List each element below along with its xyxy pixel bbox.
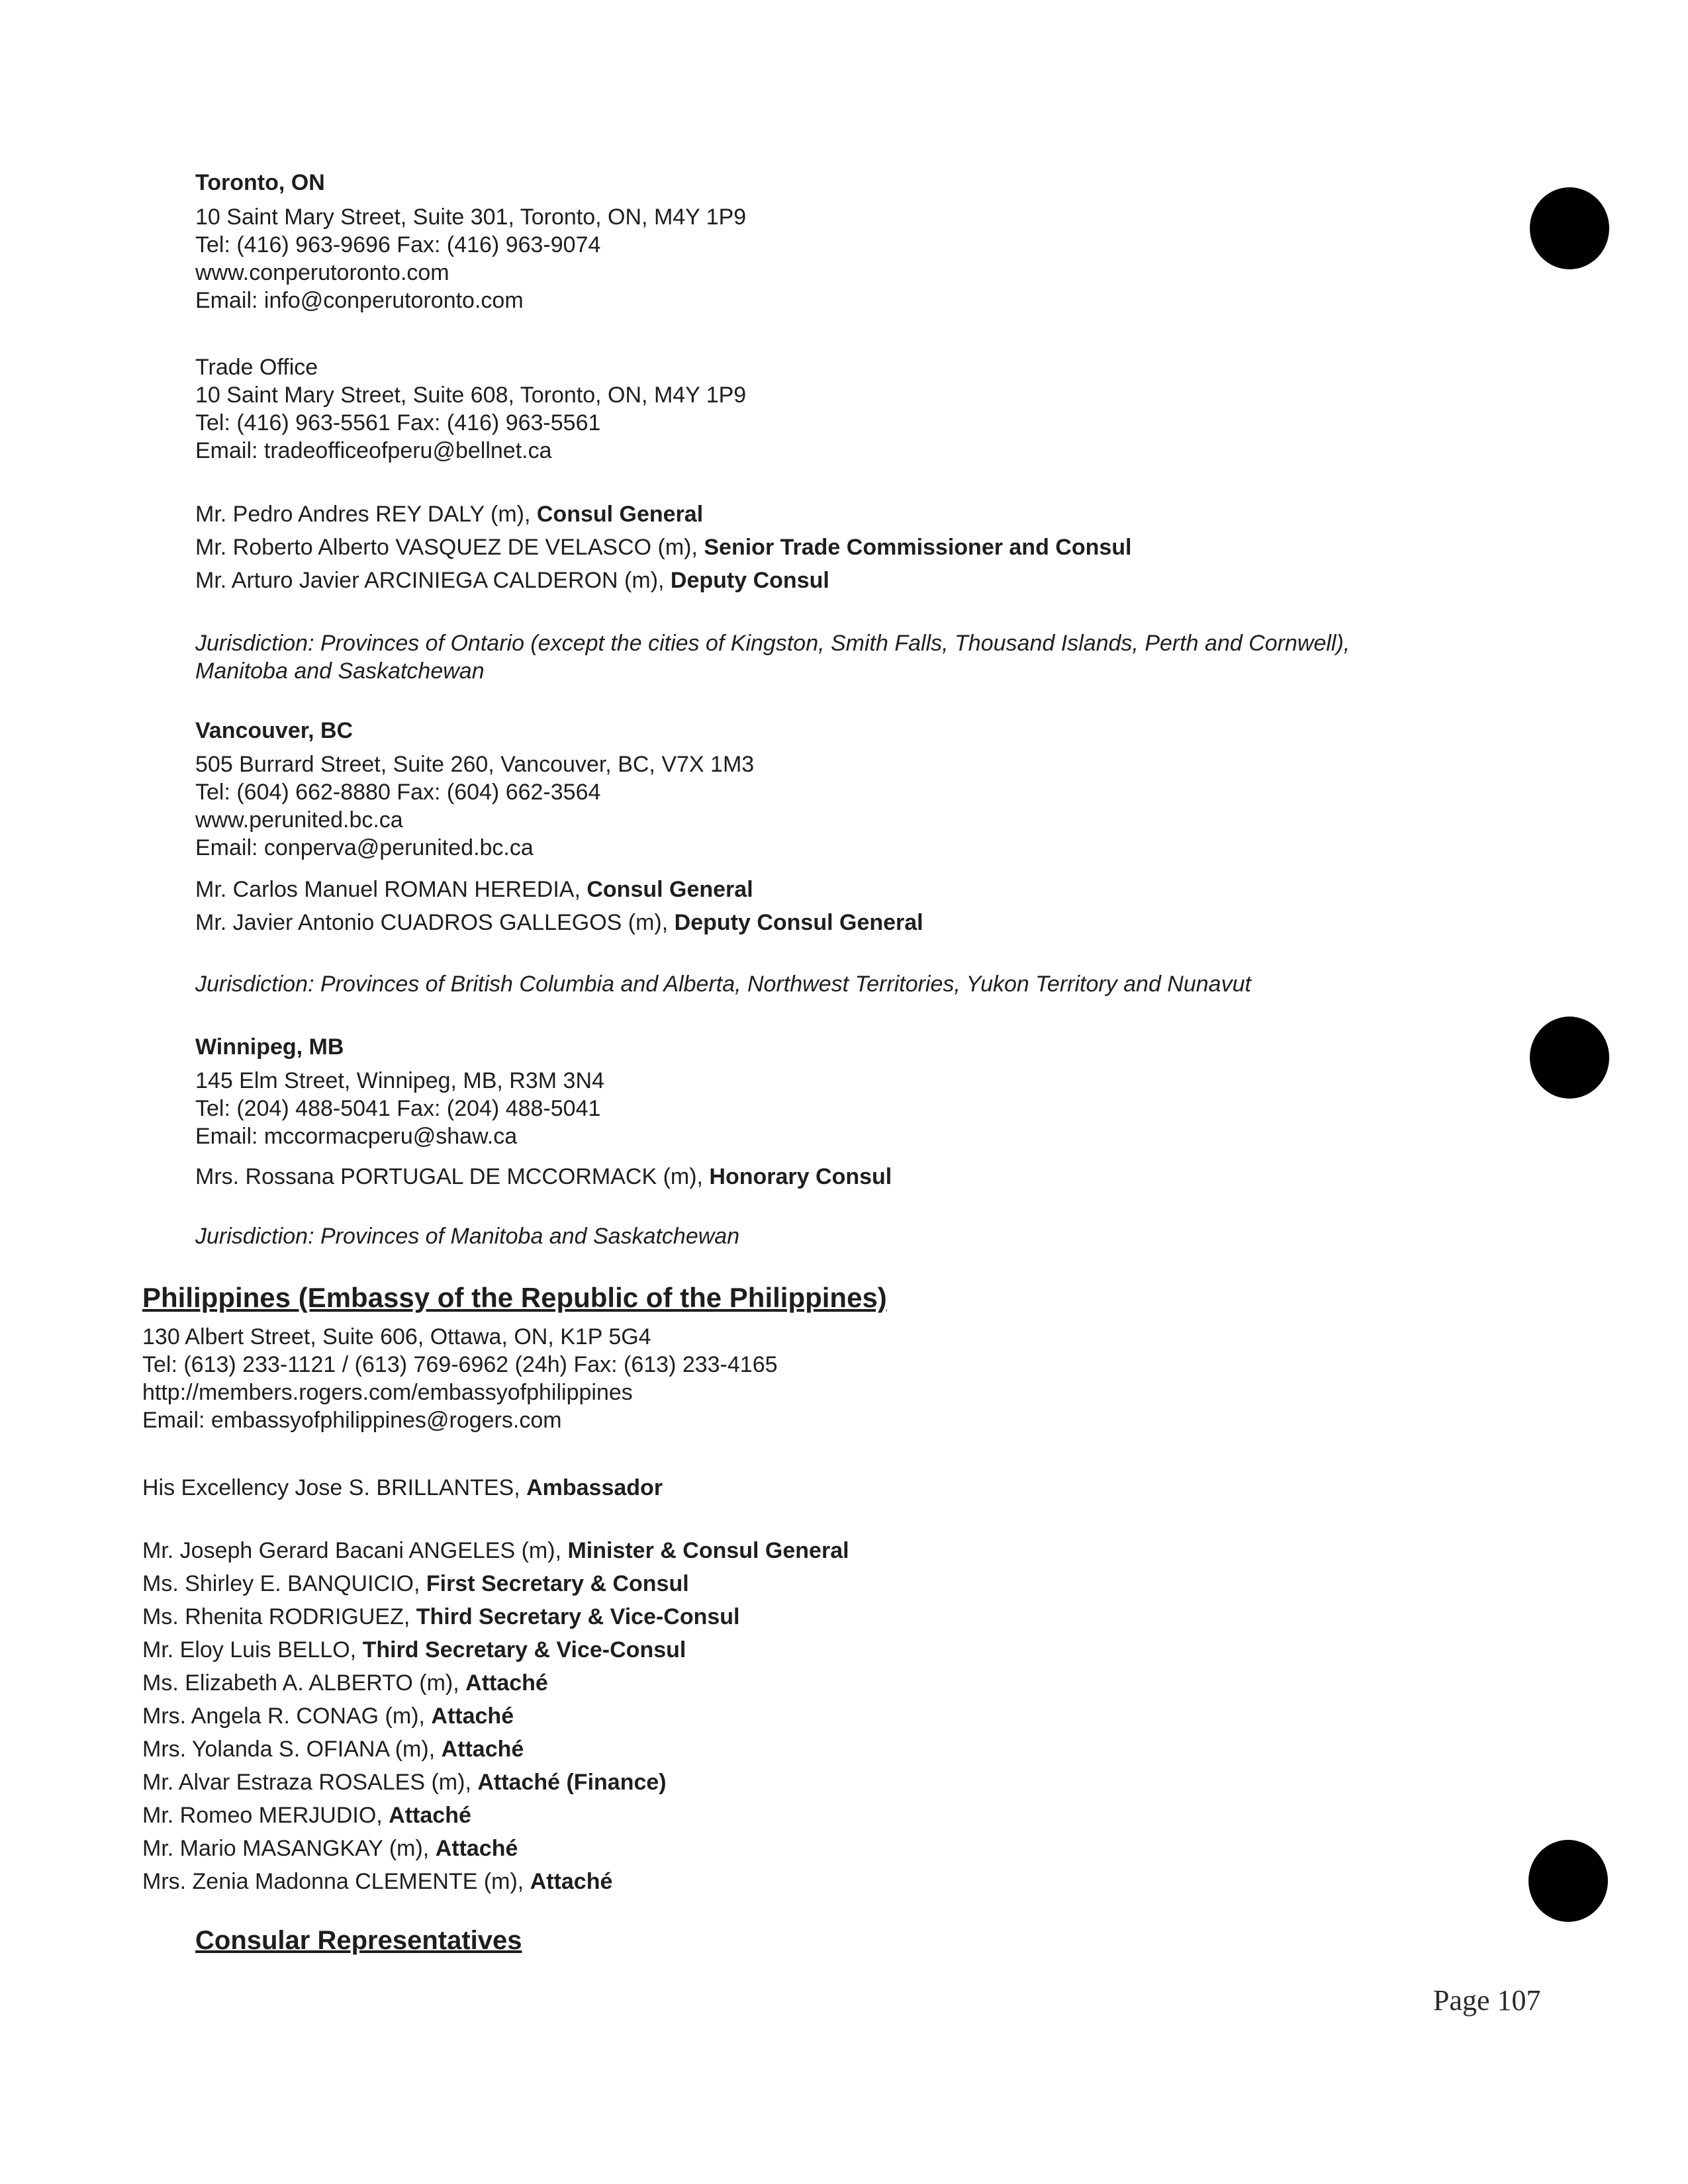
trade-office-label: Trade Office [195, 355, 318, 380]
city-heading-winnipeg: Winnipeg, MB [195, 1034, 344, 1060]
trade-office-email: Email: tradeofficeofperu@bellnet.ca [195, 438, 552, 463]
website-vancouver: www.perunited.bc.ca [195, 807, 403, 833]
ambassador-line [142, 1474, 663, 1502]
staff-name: Mr. Alvar Estraza ROSALES (m), [142, 1770, 478, 1795]
staff-title: Honorary Consul [709, 1164, 892, 1189]
staff-line [142, 1768, 667, 1796]
tel-fax-winnipeg: Tel: (204) 488-5041 Fax: (204) 488-5041 [195, 1096, 601, 1121]
staff-name: Mr. Carlos Manuel ROMAN HEREDIA, [195, 877, 587, 902]
jurisdiction-toronto-line2: Manitoba and Saskatchewan [195, 659, 485, 684]
staff-line [142, 1570, 689, 1598]
staff-name: His Excellency Jose S. BRILLANTES, [142, 1475, 527, 1500]
staff-line [142, 1801, 471, 1829]
staff-line [142, 1669, 548, 1697]
staff-title: Deputy Consul [670, 568, 829, 593]
staff-name: Mr. Mario MASANGKAY (m), [142, 1836, 436, 1861]
consular-representatives-heading: Consular Representatives [195, 1926, 522, 1955]
staff-line [142, 1603, 740, 1631]
staff-title: Ambassador [526, 1475, 663, 1500]
staff-title: Consul General [586, 877, 753, 902]
staff-line [142, 1835, 518, 1862]
staff-title: Attaché [435, 1836, 518, 1861]
tel-fax-toronto: Tel: (416) 963-9696 Fax: (416) 963-9074 [195, 232, 601, 257]
staff-line [142, 1868, 612, 1895]
staff-title: Attaché [530, 1869, 613, 1894]
staff-title: Attaché (Finance) [477, 1770, 667, 1795]
jurisdiction-vancouver: Jurisdiction: Provinces of British Columbia and Alberta, Northwest Territories, Yukon Territory and Nunavut [195, 972, 1251, 997]
email-winnipeg: Email: mccormacperu@shaw.ca [195, 1124, 518, 1149]
staff-name: Ms. Elizabeth A. ALBERTO (m), [142, 1670, 466, 1696]
staff-title: Minister & Consul General [567, 1538, 849, 1563]
staff-name: Mr. Javier Antonio CUADROS GALLEGOS (m), [195, 910, 675, 935]
staff-line [195, 876, 753, 903]
page-number: Page 107 [1433, 1984, 1541, 2017]
staff-title: Attaché [465, 1670, 548, 1696]
staff-line [195, 567, 829, 594]
staff-line [142, 1636, 686, 1664]
staff-line [142, 1537, 849, 1565]
staff-name: Mrs. Yolanda S. OFIANA (m), [142, 1737, 442, 1762]
staff-name: Mr. Arturo Javier ARCINIEGA CALDERON (m), [195, 568, 671, 593]
website-philippines: http://members.rogers.com/embassyofphilippines [142, 1380, 633, 1405]
staff-line [195, 533, 1132, 561]
email-vancouver: Email: conperva@perunited.bc.ca [195, 835, 534, 860]
staff-title: Attaché [441, 1737, 524, 1762]
staff-line [195, 500, 703, 528]
tel-fax-vancouver: Tel: (604) 662-8880 Fax: (604) 662-3564 [195, 780, 601, 805]
country-heading-philippines: Philippines (Embassy of the Republic of the Philippines) [142, 1282, 887, 1313]
punch-hole [1530, 187, 1609, 269]
staff-line [142, 1702, 514, 1730]
email-toronto: Email: info@conperutoronto.com [195, 288, 524, 313]
address-toronto: 10 Saint Mary Street, Suite 301, Toronto, ON, M4Y 1P9 [195, 205, 747, 230]
address-vancouver: 505 Burrard Street, Suite 260, Vancouver, BC, V7X 1M3 [195, 752, 755, 777]
jurisdiction-toronto-line1: Jurisdiction: Provinces of Ontario (except the cities of Kingston, Smith Falls, Thousand Islands, Perth and Cornwell), [195, 631, 1350, 656]
staff-title: Deputy Consul General [674, 910, 923, 935]
staff-title: Attaché [431, 1704, 514, 1729]
city-heading-toronto: Toronto, ON [195, 170, 325, 195]
staff-name: Mrs. Zenia Madonna CLEMENTE (m), [142, 1869, 530, 1894]
staff-title: Attaché [389, 1803, 471, 1828]
staff-line [195, 1163, 892, 1191]
email-philippines: Email: embassyofphilippines@rogers.com [142, 1408, 562, 1433]
trade-office-tel-fax: Tel: (416) 963-5561 Fax: (416) 963-5561 [195, 410, 601, 435]
staff-title: First Secretary & Consul [426, 1571, 689, 1596]
city-heading-vancouver: Vancouver, BC [195, 718, 353, 743]
staff-line [142, 1735, 524, 1763]
staff-name: Mr. Eloy Luis BELLO, [142, 1637, 363, 1662]
staff-name: Mr. Pedro Andres REY DALY (m), [195, 502, 537, 527]
staff-name: Mr. Joseph Gerard Bacani ANGELES (m), [142, 1538, 568, 1563]
punch-hole [1530, 1017, 1609, 1099]
staff-title: Consul General [536, 502, 704, 527]
trade-office-address: 10 Saint Mary Street, Suite 608, Toronto, ON, M4Y 1P9 [195, 383, 747, 408]
address-winnipeg: 145 Elm Street, Winnipeg, MB, R3M 3N4 [195, 1068, 604, 1093]
staff-name: Ms. Shirley E. BANQUICIO, [142, 1571, 426, 1596]
jurisdiction-winnipeg: Jurisdiction: Provinces of Manitoba and Saskatchewan [195, 1224, 740, 1249]
staff-line [195, 909, 923, 936]
staff-name: Ms. Rhenita RODRIGUEZ, [142, 1604, 416, 1629]
staff-title: Third Secretary & Vice-Consul [416, 1604, 740, 1629]
website-toronto: www.conperutoronto.com [195, 260, 449, 285]
staff-title: Third Secretary & Vice-Consul [362, 1637, 686, 1662]
staff-title: Senior Trade Commissioner and Consul [704, 535, 1132, 560]
staff-name: Mrs. Rossana PORTUGAL DE MCCORMACK (m), [195, 1164, 710, 1189]
address-philippines: 130 Albert Street, Suite 606, Ottawa, ON, K1P 5G4 [142, 1324, 651, 1349]
tel-fax-philippines: Tel: (613) 233-1121 / (613) 769-6962 (24h) Fax: (613) 233-4165 [142, 1352, 778, 1377]
staff-name: Mr. Romeo MERJUDIO, [142, 1803, 389, 1828]
punch-hole [1528, 1840, 1608, 1922]
staff-name: Mrs. Angela R. CONAG (m), [142, 1704, 432, 1729]
staff-name: Mr. Roberto Alberto VASQUEZ DE VELASCO (m), [195, 535, 704, 560]
